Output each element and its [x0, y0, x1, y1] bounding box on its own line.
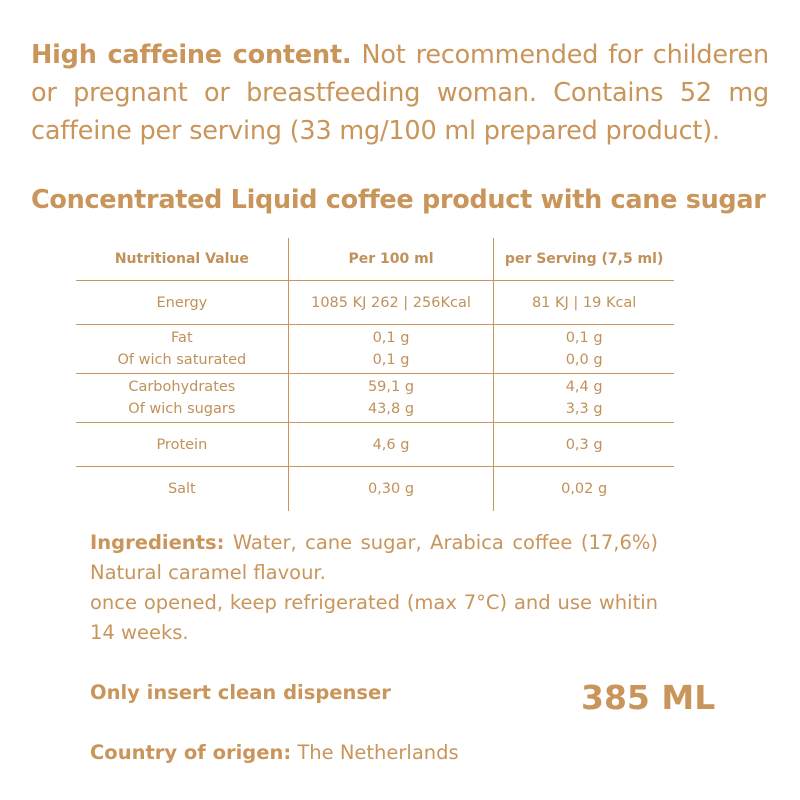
row-serving: 0,3 g: [494, 423, 674, 467]
row-per100: 59,1 g 43,8 g: [288, 374, 494, 423]
table-row-salt: [76, 467, 674, 512]
table-row-fat: [76, 325, 674, 374]
table-row-energy: [76, 281, 674, 325]
row-per100: 0,1 g 0,1 g: [288, 325, 494, 374]
nutrition-header-row: [76, 238, 674, 281]
row-label: Salt: [167, 481, 196, 497]
dispenser-note: Only insert clean dispenser: [90, 681, 391, 704]
origin-heading: Country of origen:: [90, 741, 292, 764]
table-row-protein: [76, 423, 674, 467]
row-label: Energy: [76, 281, 288, 325]
header-per-100ml: Per 100 ml: [288, 238, 494, 281]
caffeine-warning-heading: High caffeine content.: [31, 40, 352, 70]
row-serving: 4,4 g 3,3 g: [494, 374, 674, 423]
row-serving: 0,1 g 0,0 g: [494, 325, 674, 374]
ingredients-text: Water, cane sugar, Arabica coffee (17,6%) Natural caramel flavour.: [90, 531, 658, 584]
ingredients-block: [90, 528, 658, 648]
ingredients-heading: Ingredients:: [90, 531, 225, 554]
row-label: Carbohydrates Of wich sugars: [76, 374, 288, 423]
row-label: Fat Of wich saturated: [76, 325, 288, 374]
nutrition-table: [76, 238, 674, 511]
caffeine-warning-text: Not recommended for childeren or pregnant or breastfeeding woman. Contains 52 mg caffeine per serving (33 mg/100 ml prepared product).: [31, 40, 769, 146]
product-title: Concentrated Liquid coffee product with cane sugar: [31, 185, 766, 215]
table-row-carbohydrates: [76, 374, 674, 423]
header-nutritional-value: Nutritional Value: [76, 238, 288, 281]
row-serving: 0,02 g: [494, 467, 674, 512]
row-per100: 4,6 g: [288, 423, 494, 467]
origin-text: The Netherlands: [291, 741, 459, 764]
storage-instructions: once opened, keep refrigerated (max 7°C) and use whitin 14 weeks.: [90, 591, 658, 644]
volume-label: 385 ML: [581, 678, 716, 717]
row-per100: 1085 KJ 262 | 256Kcal: [288, 281, 494, 325]
country-of-origin: [90, 738, 459, 768]
row-per100: 0,30 g: [288, 467, 494, 512]
row-serving: 81 KJ | 19 Kcal: [494, 281, 674, 325]
row-label: Protein: [76, 423, 288, 467]
caffeine-warning: [31, 36, 769, 150]
header-per-serving: per Serving (7,5 ml): [494, 238, 674, 281]
ingredients-list: [90, 528, 658, 588]
